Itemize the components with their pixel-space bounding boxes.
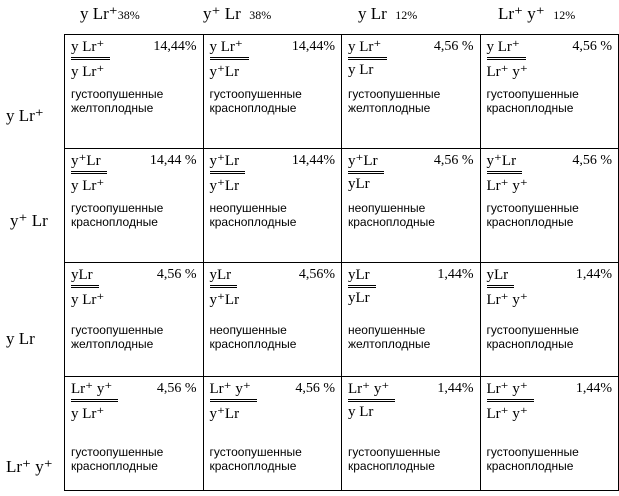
genotype-percent: 4,56 % (156, 381, 197, 396)
genotype-percent: 14,44% (291, 153, 335, 168)
column-header-pct: 38% (249, 8, 272, 22)
genotype-percent: 4,56 % (433, 153, 474, 168)
phenotype-hairiness: густоопушенные (486, 87, 579, 101)
phenotype-color: красноплодные (209, 459, 297, 473)
phenotype-color: красноплодные (348, 459, 435, 473)
phenotype-hairiness: густоопушенные (209, 445, 302, 459)
phenotype-hairiness: густоопушенные (71, 201, 164, 215)
column-header-label: y⁺ Lr (203, 4, 241, 23)
phenotype-color: красноплодные (486, 337, 574, 351)
grid-cell (342, 263, 481, 377)
phenotype-color: красноплодные (209, 337, 297, 351)
phenotype-hairiness: густоопушенные (348, 87, 441, 101)
gamete-top: Lr⁺ y⁺ (348, 381, 395, 402)
phenotype-hairiness: густоопушенные (71, 445, 164, 459)
genotype-percent: 4,56 % (433, 39, 474, 54)
phenotype-hairiness: неопушенные (348, 201, 426, 215)
column-header-pct: 38% (117, 8, 140, 22)
row-header-1: y Lr⁺ (6, 106, 44, 125)
gamete-bottom: y⁺Lr (209, 178, 240, 194)
phenotype-color: красноплодные (486, 459, 574, 473)
genotype-percent: 1,44% (575, 267, 612, 282)
phenotype-hairiness: густоопушенные (486, 445, 579, 459)
phenotype-hairiness: неопушенные (209, 323, 287, 337)
grid-cell (65, 35, 204, 149)
column-header-2 (203, 4, 271, 24)
genotype-percent: 1,44% (437, 267, 474, 282)
gamete-bottom: y Lr⁺ (71, 292, 105, 308)
phenotype-color: желтоплодные (71, 101, 154, 115)
gamete-bottom: y Lr⁺ (71, 406, 105, 422)
gamete-top: y Lr⁺ (71, 39, 110, 60)
gamete-top: Lr⁺ y⁺ (210, 381, 257, 402)
grid-cell (65, 377, 204, 491)
column-header-pct: 12% (553, 8, 576, 22)
grid-cell (342, 377, 481, 491)
phenotype-color: красноплодные (71, 459, 158, 473)
gamete-bottom: Lr⁺ y⁺ (486, 406, 528, 422)
genotype-percent: 14,44 % (149, 153, 197, 168)
genotype-percent: 1,44% (575, 381, 612, 396)
genotype-percent: 14,44% (153, 39, 197, 54)
phenotype-color: красноплодные (486, 101, 574, 115)
gamete-bottom: y⁺Lr (209, 406, 240, 422)
row-header-3: y Lr (6, 329, 35, 348)
phenotype-hairiness: густоопушенные (209, 87, 302, 101)
gamete-top: y⁺Lr (210, 153, 246, 174)
phenotype-color: желтоплодные (71, 337, 154, 351)
gamete-bottom: y Lr (348, 404, 374, 420)
gamete-bottom: y Lr⁺ (71, 64, 105, 80)
phenotype-color: красноплодные (348, 215, 435, 229)
punnett-grid (64, 34, 619, 491)
gamete-bottom: y⁺Lr (209, 64, 240, 80)
gamete-bottom: Lr⁺ y⁺ (486, 292, 528, 308)
grid-cell (203, 149, 342, 263)
gamete-top: yLr (71, 267, 99, 288)
gamete-bottom: y⁺Lr (209, 292, 240, 308)
grid-cell (480, 263, 619, 377)
column-header-3 (358, 4, 417, 24)
genotype-percent: 4,56 % (572, 153, 612, 168)
grid-cell (342, 35, 481, 149)
grid-row (65, 263, 619, 377)
phenotype-hairiness: густоопушенные (486, 201, 579, 215)
genotype-percent: 4,56% (298, 267, 335, 282)
grid-cell (480, 377, 619, 491)
gamete-top: y⁺Lr (487, 153, 523, 174)
grid-cell (203, 263, 342, 377)
row-header-2: y⁺ Lr (10, 211, 48, 230)
grid-cell (480, 149, 619, 263)
genotype-percent: 14,44% (291, 39, 335, 54)
genotype-percent: 4,56 % (156, 267, 197, 282)
gamete-top: y Lr⁺ (210, 39, 249, 60)
gamete-top: y Lr⁺ (487, 39, 526, 60)
column-header-label: y Lr⁺ (80, 4, 118, 23)
gamete-top: Lr⁺ y⁺ (487, 381, 534, 402)
column-header-label: Lr⁺ y⁺ (498, 4, 545, 23)
gamete-top: y Lr⁺ (348, 39, 387, 60)
gamete-top: yLr (348, 267, 376, 288)
grid-cell (65, 149, 204, 263)
row-header-4: Lr⁺ y⁺ (6, 457, 53, 476)
gamete-bottom: yLr (348, 290, 370, 306)
phenotype-hairiness: густоопушенные (486, 323, 579, 337)
phenotype-hairiness: неопушенные (209, 201, 287, 215)
gamete-bottom: y Lr (348, 62, 374, 78)
grid-row (65, 149, 619, 263)
column-header-pct: 12% (395, 8, 418, 22)
grid-row (65, 35, 619, 149)
grid-cell (203, 35, 342, 149)
gamete-bottom: y Lr⁺ (71, 178, 105, 194)
gamete-top: y⁺Lr (348, 153, 384, 174)
grid-cell (342, 149, 481, 263)
column-header-4 (498, 4, 575, 24)
phenotype-hairiness: густоопушенные (71, 87, 164, 101)
phenotype-hairiness: густоопушенные (348, 445, 441, 459)
column-header-1 (80, 4, 140, 24)
phenotype-color: красноплодные (209, 101, 297, 115)
phenotype-color: красноплодные (486, 215, 574, 229)
gamete-bottom: Lr⁺ y⁺ (486, 178, 528, 194)
phenotype-color: красноплодные (209, 215, 297, 229)
phenotype-hairiness: густоопушенные (71, 323, 164, 337)
grid-row (65, 377, 619, 491)
gamete-top: Lr⁺ y⁺ (71, 381, 118, 402)
genotype-percent: 4,56 % (295, 381, 335, 396)
gamete-top: yLr (487, 267, 515, 288)
genotype-percent: 1,44% (437, 381, 474, 396)
gamete-bottom: Lr⁺ y⁺ (486, 64, 528, 80)
grid-cell (65, 263, 204, 377)
gamete-top: y⁺Lr (71, 153, 107, 174)
phenotype-color: желтоплодные (348, 337, 431, 351)
phenotype-hairiness: неопушенные (348, 323, 426, 337)
gamete-top: yLr (210, 267, 238, 288)
phenotype-color: красноплодные (71, 215, 158, 229)
grid-cell (203, 377, 342, 491)
column-header-label: y Lr (358, 4, 387, 23)
grid-cell (480, 35, 619, 149)
genotype-percent: 4,56 % (572, 39, 612, 54)
gamete-bottom: yLr (348, 176, 370, 192)
phenotype-color: желтоплодные (348, 101, 431, 115)
